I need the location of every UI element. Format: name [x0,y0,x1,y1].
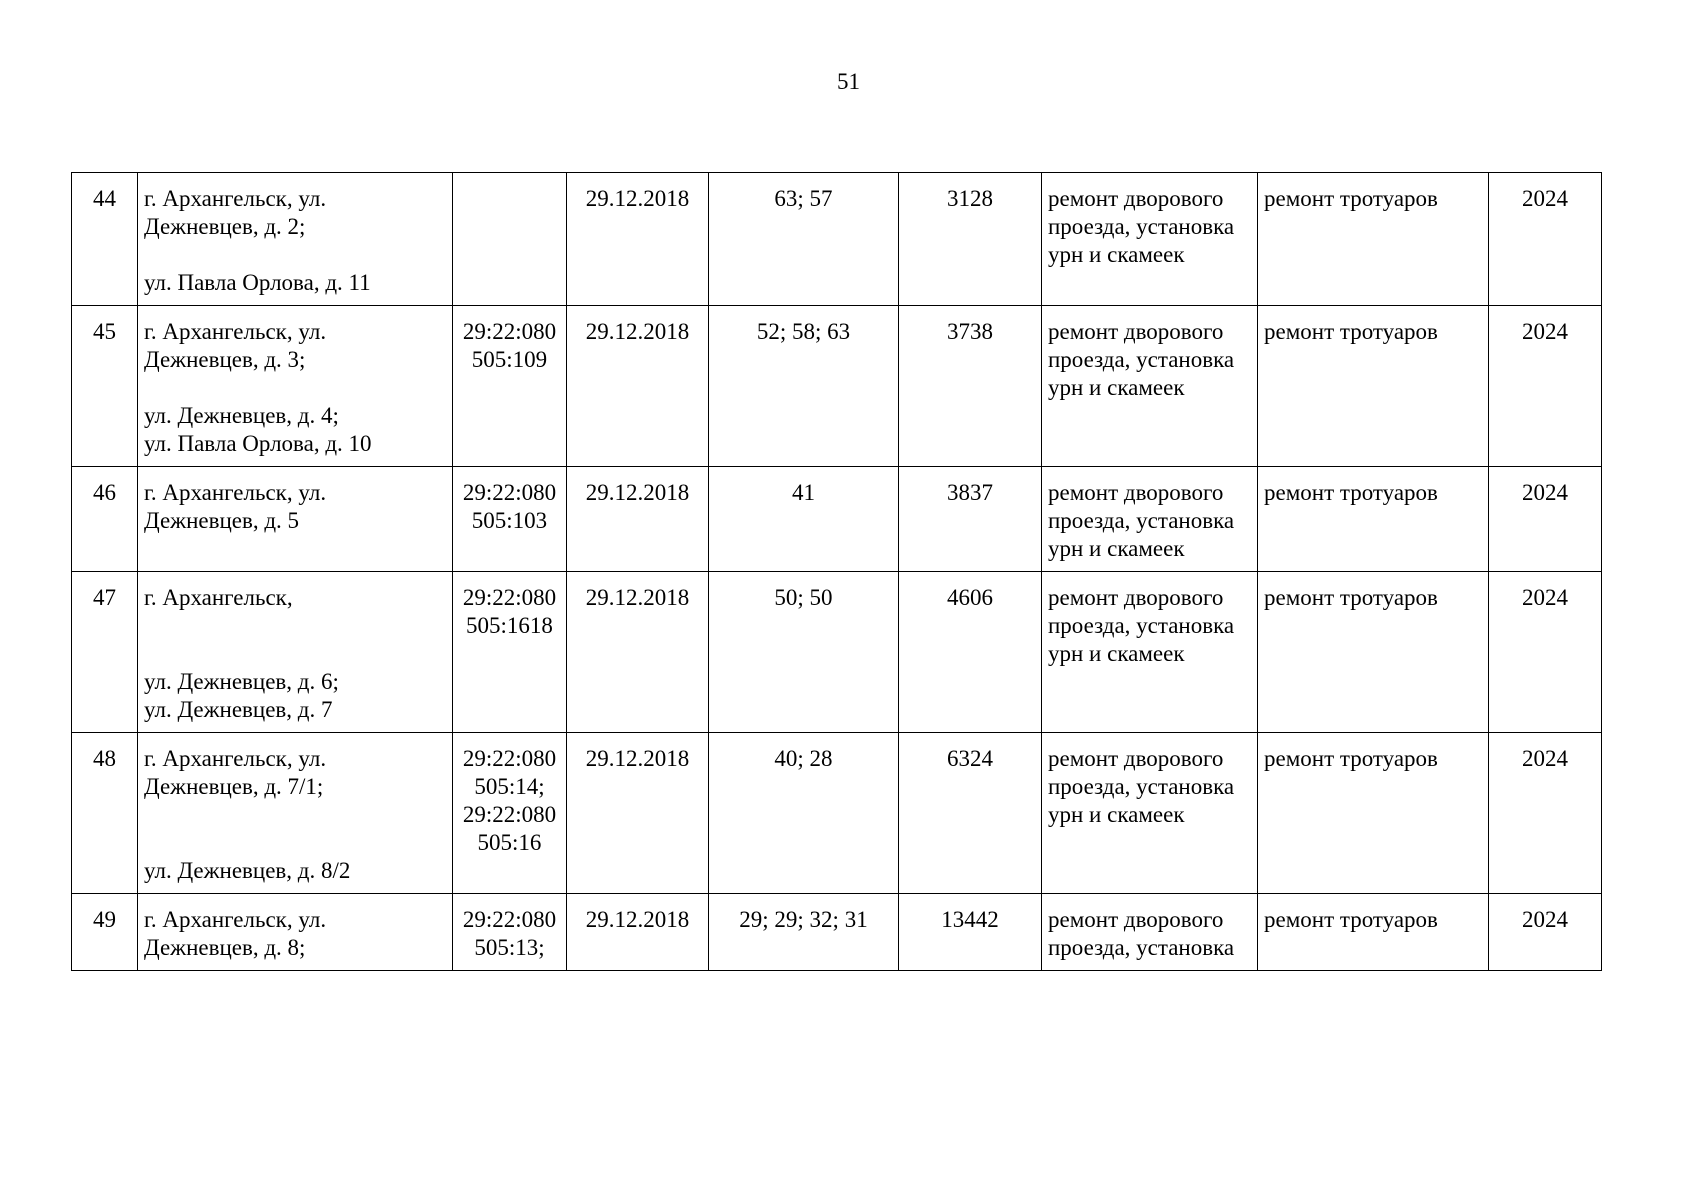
floors-cell [709,894,899,971]
address-cell [138,894,453,971]
row-number: 48 [93,746,116,771]
address-line: г. Архангельск, ул. [144,907,327,932]
cadastral-number-line: 505:16 [477,830,542,855]
floors-value: 63; 57 [774,186,833,211]
year-cell [1489,894,1602,971]
row-number: 46 [93,480,116,505]
address-line: ул. Павла Орлова, д. 11 [144,270,371,295]
area-cell [899,467,1042,572]
address-line: Дежневцев, д. 7/1; [144,774,324,799]
additional-works-text: ремонт тротуаров [1264,186,1438,211]
table-row [72,306,1602,467]
address-line [144,801,446,829]
address-line: Дежневцев, д. 5 [144,508,300,533]
year-cell [1489,467,1602,572]
row-number-cell [72,894,138,971]
area-cell [899,894,1042,971]
address-cell [138,306,453,467]
date-value: 29.12.2018 [585,585,690,610]
table-row [72,173,1602,306]
row-number-cell [72,572,138,733]
floors-cell [709,467,899,572]
address-line: ул. Павла Орлова, д. 10 [144,431,372,456]
cadastral-number-line: 29:22:080 [462,802,557,827]
floors-value: 29; 29; 32; 31 [739,907,868,932]
year-cell [1489,733,1602,894]
cadastral-number-line: 29:22:080 [462,907,557,932]
address-line [144,640,446,668]
address-line: Дежневцев, д. 8; [144,935,306,960]
cadastral-number-cell [453,306,567,467]
area-value: 3738 [947,319,993,344]
main-works-cell [1042,733,1258,894]
additional-works-text: ремонт тротуаров [1264,480,1438,505]
table-body [72,173,1602,971]
additional-works-cell [1258,467,1489,572]
floors-value: 52; 58; 63 [756,319,851,344]
address-line: ул. Дежневцев, д. 6; [144,669,339,694]
cadastral-number-line: 29:22:080 [462,585,557,610]
cadastral-number-cell [453,572,567,733]
cadastral-number-cell [453,467,567,572]
floors-value: 40; 28 [774,746,833,771]
address-line [144,374,446,402]
additional-works-cell [1258,733,1489,894]
additional-works-cell [1258,894,1489,971]
date-value: 29.12.2018 [585,746,690,771]
row-number: 44 [93,186,116,211]
date-cell [567,894,709,971]
register-table [71,172,1602,971]
address-cell [138,733,453,894]
date-cell [567,173,709,306]
cadastral-number-line: 29:22:080 [462,319,557,344]
year-value: 2024 [1522,319,1568,344]
row-number: 45 [93,319,116,344]
address-line: г. Архангельск, ул. [144,186,327,211]
floors-value: 41 [792,480,815,505]
floors-cell [709,306,899,467]
row-number-cell [72,467,138,572]
table-row [72,894,1602,971]
main-works-text: ремонт дворового проезда, установка урн и скамеек [1048,319,1235,400]
date-cell [567,306,709,467]
main-works-text: ремонт дворового проезда, установка урн и скамеек [1048,746,1235,827]
row-number: 47 [93,585,116,610]
address-cell [138,467,453,572]
year-cell [1489,306,1602,467]
address-line [144,829,446,857]
date-value: 29.12.2018 [585,480,690,505]
area-cell [899,572,1042,733]
date-value: 29.12.2018 [585,186,690,211]
year-cell [1489,173,1602,306]
area-value: 3837 [947,480,993,505]
area-value: 13442 [941,907,999,932]
year-value: 2024 [1522,480,1568,505]
row-number: 49 [93,907,116,932]
address-line: г. Архангельск, ул. [144,480,327,505]
address-cell [138,173,453,306]
year-value: 2024 [1522,186,1568,211]
main-works-text: ремонт дворового проезда, установка урн и скамеек [1048,480,1235,561]
date-cell [567,733,709,894]
address-line: ул. Дежневцев, д. 7 [144,697,333,722]
address-cell [138,572,453,733]
additional-works-text: ремонт тротуаров [1264,319,1438,344]
year-value: 2024 [1522,746,1568,771]
additional-works-text: ремонт тротуаров [1264,585,1438,610]
cadastral-number-cell [453,733,567,894]
cadastral-number-line: 505:14; [474,774,545,799]
area-value: 6324 [947,746,993,771]
year-value: 2024 [1522,585,1568,610]
main-works-text: ремонт дворового проезда, установка урн и скамеек [1048,585,1235,666]
floors-cell [709,733,899,894]
cadastral-number-line: 505:109 [471,347,548,372]
table-row [72,572,1602,733]
date-cell [567,572,709,733]
additional-works-cell [1258,572,1489,733]
address-line: г. Архангельск, [144,585,293,610]
area-cell [899,733,1042,894]
main-works-cell [1042,894,1258,971]
address-line [144,241,446,269]
address-line: г. Архангельск, ул. [144,746,327,771]
table-container [71,172,1603,1099]
date-value: 29.12.2018 [585,907,690,932]
address-line: Дежневцев, д. 3; [144,347,306,372]
row-number-cell [72,733,138,894]
floors-cell [709,572,899,733]
area-value: 3128 [947,186,993,211]
cadastral-number-cell [453,894,567,971]
address-line: г. Архангельск, ул. [144,319,327,344]
date-value: 29.12.2018 [585,319,690,344]
year-value: 2024 [1522,907,1568,932]
cadastral-number-line: 505:103 [471,508,548,533]
cadastral-number-line: 29:22:080 [462,746,557,771]
additional-works-text: ремонт тротуаров [1264,746,1438,771]
additional-works-cell [1258,306,1489,467]
main-works-cell [1042,572,1258,733]
address-line [144,612,446,640]
main-works-text: ремонт дворового проезда, установка урн и скамеек [1048,186,1235,267]
date-cell [567,467,709,572]
cadastral-number-cell [453,173,567,306]
additional-works-cell [1258,173,1489,306]
main-works-text: ремонт дворового проезда, установка [1048,907,1235,960]
row-number-cell [72,306,138,467]
table-row [72,733,1602,894]
cadastral-number-line: 505:1618 [466,613,553,638]
main-works-cell [1042,306,1258,467]
address-line: ул. Дежневцев, д. 8/2 [144,858,351,883]
area-value: 4606 [947,585,993,610]
floors-value: 50; 50 [774,585,833,610]
address-line: ул. Дежневцев, д. 4; [144,403,339,428]
area-cell [899,173,1042,306]
cadastral-number-line: 29:22:080 [462,480,557,505]
main-works-cell [1042,467,1258,572]
floors-cell [709,173,899,306]
address-line: Дежневцев, д. 2; [144,214,306,239]
row-number-cell [72,173,138,306]
additional-works-text: ремонт тротуаров [1264,907,1438,932]
area-cell [899,306,1042,467]
table-row [72,467,1602,572]
year-cell [1489,572,1602,733]
page-number: 51 [837,69,860,94]
main-works-cell [1042,173,1258,306]
cadastral-number-line: 505:13; [474,935,545,960]
